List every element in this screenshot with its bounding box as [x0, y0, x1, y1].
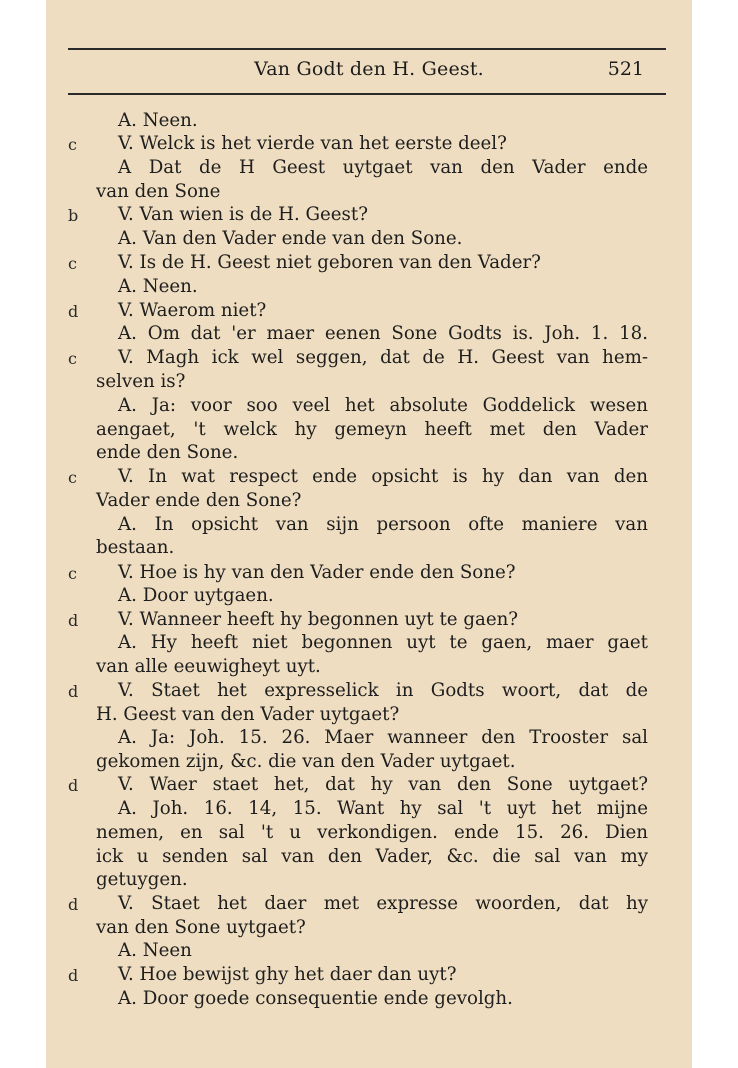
text-line: A. Hy heeft niet begonnen uyt te gaen, maer gaet — [118, 632, 648, 653]
text-line: V. Waerom niet? — [118, 300, 267, 321]
text-line: A. Om dat 'er maer eenen Sone Godts is. Joh. 1. 18. — [118, 323, 648, 344]
margin-letter: b — [68, 206, 79, 225]
text-line: bestaan. — [96, 537, 175, 558]
margin-letter: d — [68, 966, 79, 985]
margin-letter: d — [68, 776, 79, 795]
text-line: nemen, en sal 't u verkondigen. ende 15. 26. Dien — [96, 822, 648, 843]
text-line: selven is? — [96, 371, 186, 392]
margin-letter: c — [68, 468, 77, 487]
text-line: A. Ja: Joh. 15. 26. Maer wanneer den Trooster sal — [118, 727, 648, 748]
text-line: V. Waer staet het, dat hy van den Sone uytgaet? — [118, 774, 648, 795]
text-line: V. Hoe bewijst ghy het daer dan uyt? — [118, 964, 457, 985]
margin-letter: d — [68, 302, 79, 321]
text-line: V. Wanneer heeft hy begonnen uyt te gaen? — [118, 609, 519, 630]
header-rule-bottom — [68, 93, 666, 95]
text-line: gekomen zijn, &c. die van den Vader uytgaet. — [96, 751, 516, 772]
text-line: A. Door goede consequentie ende gevolgh. — [118, 988, 513, 1009]
text-line: A. Van den Vader ende van den Sone. — [118, 228, 463, 249]
margin-letter: c — [68, 254, 77, 273]
text-line: A. Neen — [118, 940, 192, 961]
text-line: getuygen. — [96, 869, 188, 890]
text-line: Vader ende den Sone? — [96, 490, 302, 511]
text-line: ick u senden sal van den Vader, &c. die sal van my — [96, 846, 648, 867]
text-line: A. Door uytgaen. — [118, 585, 274, 606]
text-line: V. Is de H. Geest niet geboren van den Vader? — [118, 252, 541, 273]
text-line: van den Sone — [96, 181, 221, 202]
text-line: ende den Sone. — [96, 442, 239, 463]
running-header-title: Van Godt den H. Geest. — [254, 58, 484, 80]
text-line: A. Ja: voor soo veel het absolute Goddelick wesen — [118, 395, 648, 416]
margin-letter: c — [68, 564, 77, 583]
page-number: 521 — [607, 58, 644, 80]
margin-letter: c — [68, 135, 77, 154]
text-line: V. Van wien is de H. Geest? — [118, 204, 368, 225]
text-line: V. In wat respect ende opsicht is hy dan van den — [118, 466, 648, 487]
text-line: A. Neen. — [118, 110, 198, 131]
margin-letter: d — [68, 895, 79, 914]
text-line: V. Hoe is hy van den Vader ende den Sone? — [118, 562, 516, 583]
header-rule-top — [68, 48, 666, 50]
text-line: V. Welck is het vierde van het eerste deel? — [118, 133, 507, 154]
text-line: A Dat de H Geest uytgaet van den Vader ende — [118, 157, 648, 178]
text-line: aengaet, 't welck hy gemeyn heeft met den Vader — [96, 419, 648, 440]
text-line: A. In opsicht van sijn persoon ofte maniere van — [118, 514, 648, 535]
text-line: H. Geest van den Vader uytgaet? — [96, 704, 400, 725]
text-line: A. Joh. 16. 14, 15. Want hy sal 't uyt het mijne — [118, 798, 648, 819]
book-page — [46, 0, 692, 1068]
text-line: V. Staet het expresselick in Godts woort, dat de — [118, 680, 648, 701]
margin-letter: d — [68, 682, 79, 701]
margin-letter: c — [68, 349, 77, 368]
text-line: V. Magh ick wel seggen, dat de H. Geest van hem- — [118, 347, 648, 368]
text-line: V. Staet het daer met expresse woorden, dat hy — [118, 893, 648, 914]
text-line: van alle eeuwigheyt uyt. — [96, 656, 321, 677]
margin-letter: d — [68, 611, 79, 630]
text-line: A. Neen. — [118, 276, 198, 297]
text-line: van den Sone uytgaet? — [96, 917, 306, 938]
